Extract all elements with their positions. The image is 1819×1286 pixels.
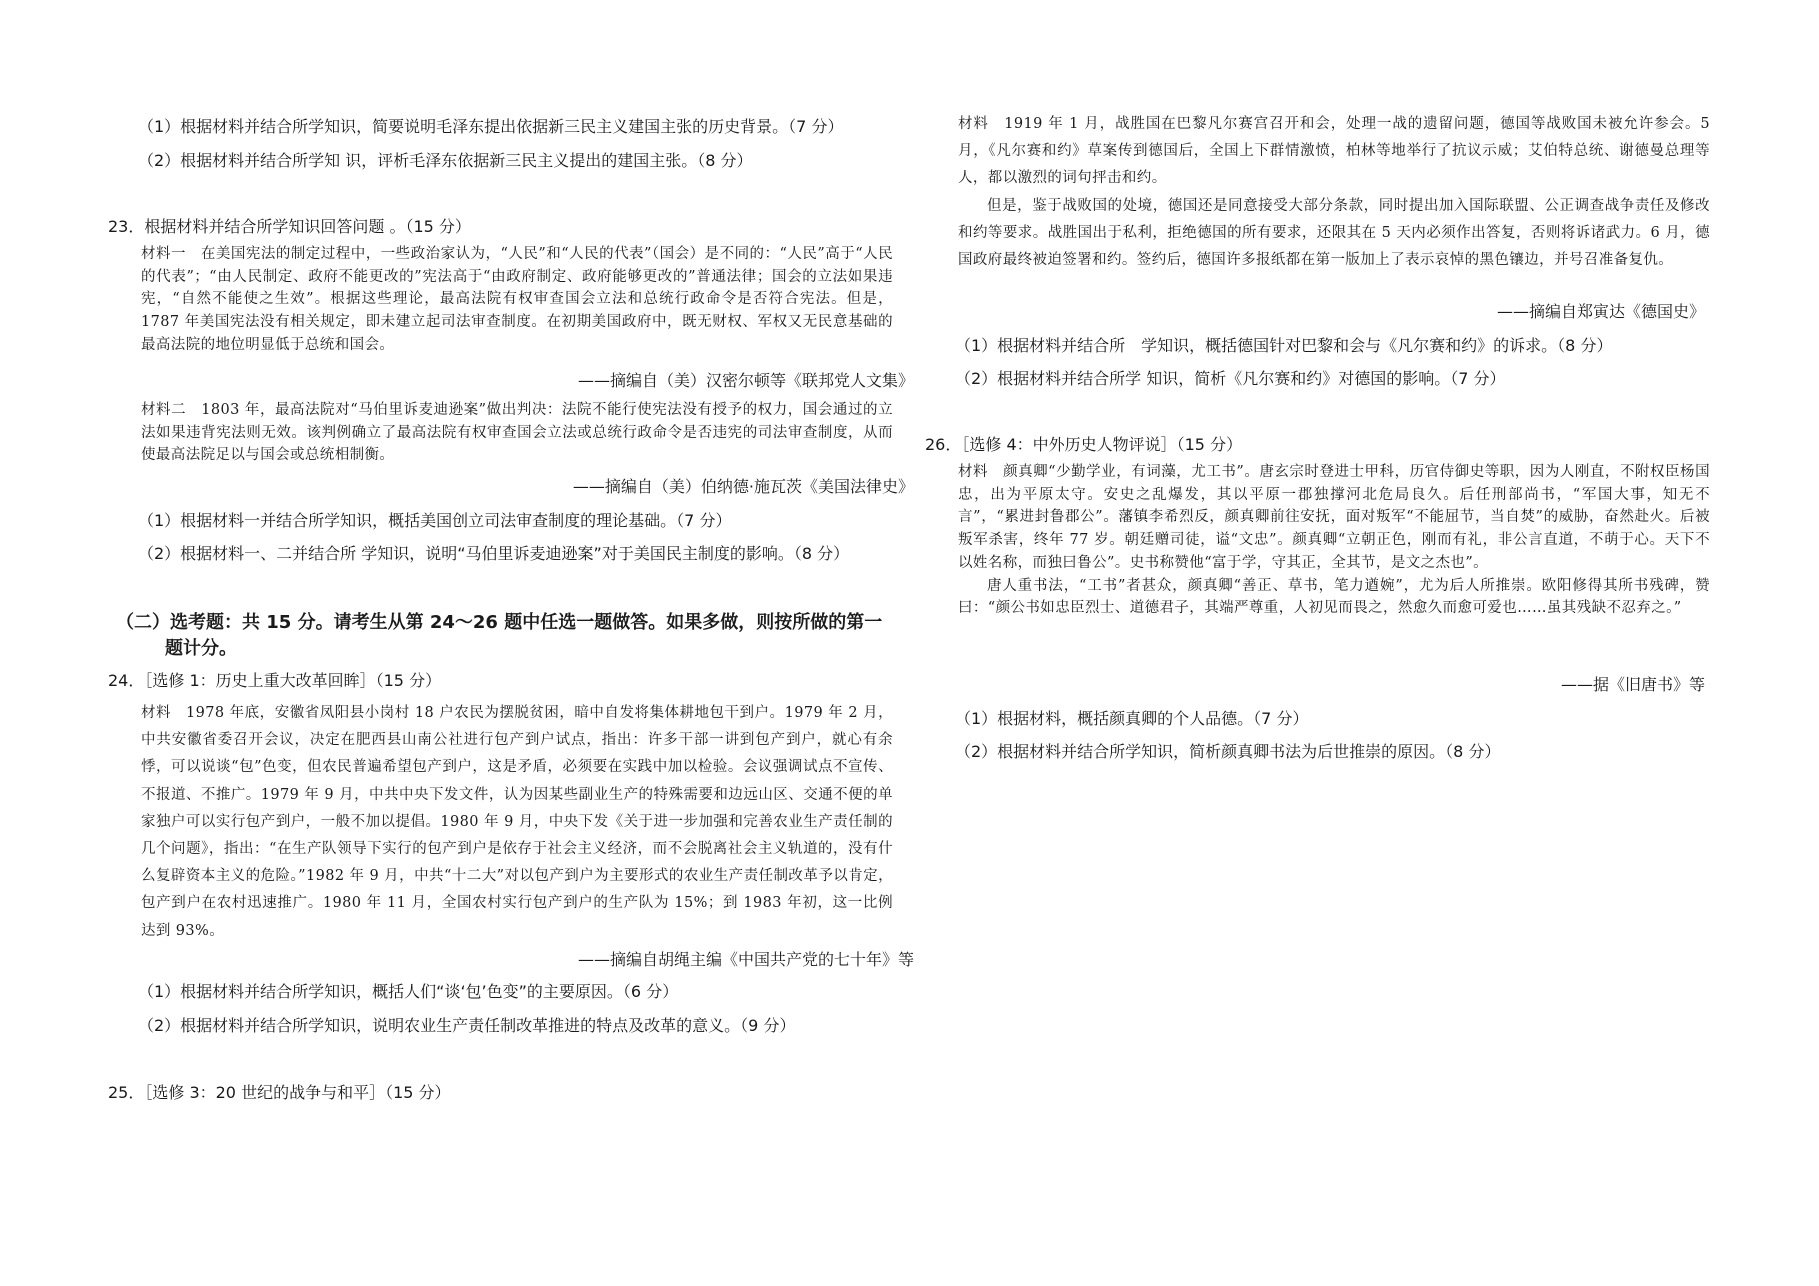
q26-sub1: （1）根据材料，概括颜真卿的个人品德。（7 分） xyxy=(955,709,1309,728)
q23-source-2: ——摘编自（美）伯纳德·施瓦茨《美国法律史》 xyxy=(572,477,914,496)
q23-sub2: （2）根据材料一、二并结合所 学知识，说明“马伯里诉麦迪逊案”对于美国民主制度的影响。（8 分） xyxy=(138,544,850,563)
q25-material xyxy=(958,111,1710,274)
q26-material xyxy=(958,461,1710,620)
q22-sub1: （1）根据材料并结合所学知识，简要说明毛泽东提出依据新三民主义建国主张的历史背景。（7 分） xyxy=(138,117,844,136)
q24-material-text: 材料 1978 年底，安徽省凤阳县小岗村 18 户农民为摆脱贫困，暗中自发将集体耕地包干到户。1979 年 2 月，中共安徽省委召开会议，决定在肥西县山南公社进行包产到户试点，指出：许多干部一讲到包产到户，就心有余悸，可以说谈“包”色变，但农民普遍希望包产到户，这是矛盾，必须要在实践中加以检验。会议强调试点不宣传、不报道、不推广。1979 年 9 月，中共中央下发文件，认为因某些副业生产的特殊需要和边远山区、交通不便的单家独户可以实行包产到户，一般不加以提倡。1980 年 9 月，中央下发《关于进一步加强和完善农业生产责任制的几个问题》，指出：“在生产队领导下实行的包产到户是依存于社会主义经济，而不会脱离社会主义轨道的，没有什么复辟资本主义的危险。”1982 年 9 月，中共“十二大”对以包产到户为主要形式的农业生产责任制改革予以肯定，包产到户在农村迅速推广。1980 年 11 月，全国农村实行包产到户的生产队为 15%；到 1983 年初，这一比例达到 93%。 xyxy=(141,705,893,939)
q26-material-para2: 唐人重书法，“工书”者甚众，颜真卿“善正、草书，笔力遒婉”，尤为后人所推崇。欧阳修得其所书残碑，赞曰：“颜公书如忠臣烈士、道德君子，其端严尊重，人初见而畏之，然愈久而愈可爱也……虽其残缺不忍弃之。” xyxy=(958,577,1710,617)
section-elective-heading: （二）选考题：共 15 分。请考生从第 24～26 题中任选一题做答。如果多做，则按所做的第一 xyxy=(116,612,883,633)
q23-material-2 xyxy=(141,399,893,467)
q25-source: ——摘编自郑寅达《德国史》 xyxy=(1496,302,1705,321)
q26-source: ——据《旧唐书》等 xyxy=(1560,675,1705,694)
q25-sub2: （2）根据材料并结合所学 知识，简析《凡尔赛和约》对德国的影响。（7 分） xyxy=(955,369,1506,388)
q24-title: 24．［选修 1：历史上重大改革回眸］（15 分） xyxy=(108,671,442,690)
q24-source: ——摘编自胡绳主编《中国共产党的七十年》等 xyxy=(577,950,914,969)
q23-title: 23．根据材料并结合所学知识回答问题 。（15 分） xyxy=(108,217,471,236)
q24-material xyxy=(141,700,893,945)
q23-source-1: ——摘编自（美）汉密尔顿等《联邦党人文集》 xyxy=(577,371,914,390)
q23-material-1-text: 材料一 在美国宪法的制定过程中，一些政治家认为，“人民”和“人民的代表”（国会）是不同的：“人民”高于“人民的代表”；“由人民制定、政府不能更改的”宪法高于“由政府制定、政府能够更改的”普通法律；国会的立法如果违宪，“自然不能使之生效”。根据这些理论，最高法院有权审查国会立法和总统行政命令是否符合宪法。但是，1787 年美国宪法没有相关规定，即未建立起司法审查制度。在初期美国政府中，既无财权、军权又无民意基础的最高法院的地位明显低于总统和国会。 xyxy=(141,246,893,353)
q25-material-para1: 材料 1919 年 1 月，战胜国在巴黎凡尔赛宫召开和会，处理一战的遗留问题，德国等战败国未被允许参会。5 月，《凡尔赛和约》草案传到德国后，全国上下群情激愤，柏林等地举行了抗议示威；艾伯特总统、谢德曼总理等人，都以激烈的词句抨击和约。 xyxy=(958,116,1710,187)
q26-sub2: （2）根据材料并结合所学知识，简析颜真卿书法为后世推崇的原因。（8 分） xyxy=(955,742,1501,761)
q25-material-para2: 但是，鉴于战败国的处境，德国还是同意接受大部分条款，同时提出加入国际联盟、公正调查战争责任及修改和约等要求。战胜国出于私利，拒绝德国的所有要求，还限其在 5 天内必须作出答复，否则将诉诸武力。6 月，德国政府最终被迫签署和约。签约后，德国许多报纸都在第一版加上了表示哀悼的黑色镶边，并号召准备复仇。 xyxy=(958,197,1710,269)
q24-sub2: （2）根据材料并结合所学知识，说明农业生产责任制改革推进的特点及改革的意义。（9 分） xyxy=(138,1016,796,1035)
q25-sub1: （1）根据材料并结合所 学知识，概括德国针对巴黎和会与《凡尔赛和约》的诉求。（8 分） xyxy=(955,336,1613,355)
q26-title: 26．［选修 4：中外历史人物评说］（15 分） xyxy=(925,435,1243,454)
q23-sub1: （1）根据材料一并结合所学知识，概括美国创立司法审查制度的理论基础。（7 分） xyxy=(138,511,732,530)
q25-title: 25．［选修 3：20 世纪的战争与和平］（15 分） xyxy=(108,1083,451,1102)
q22-sub2: （2）根据材料并结合所学知 识，评析毛泽东依据新三民主义提出的建国主张。（8 分） xyxy=(138,151,753,170)
q26-material-para1: 材料 颜真卿“少勤学业，有词藻，尤工书”。唐玄宗时登进士甲科，历官侍御史等职，因为人刚直，不附权臣杨国忠，出为平原太守。安史之乱爆发，其以平原一郡独撑河北危局良久。后任刑部尚书，“军国大事，知无不言”，“累进封鲁郡公”。藩镇李希烈反，颜真卿前往安抚，面对叛军“不能屈节，当自焚”的威胁，奋然赴火。后被叛军杀害，终年 77 岁。朝廷赠司徒，谥“文忠”。颜真卿“立朝正色，刚而有礼，非公言直道，不萌于心。天下不以姓名称，而独曰鲁公”。史书称赞他“富于学，守其正，全其节，是文之杰也”。 xyxy=(958,464,1710,571)
section-elective-heading-line2: 题计分。 xyxy=(165,638,237,659)
q24-sub1: （1）根据材料并结合所学知识，概括人们“谈‘包’色变”的主要原因。（6 分） xyxy=(138,982,679,1001)
q23-material-2-text: 材料二 1803 年，最高法院对“马伯里诉麦迪逊案”做出判决：法院不能行使宪法没有授予的权力，国会通过的立法如果违背宪法则无效。该判例确立了最高法院有权审查国会立法或总统行政命令是否违宪的司法审查制度，从而使最高法院足以与国会或总统相制衡。 xyxy=(141,402,893,464)
q23-material-1 xyxy=(141,243,893,357)
